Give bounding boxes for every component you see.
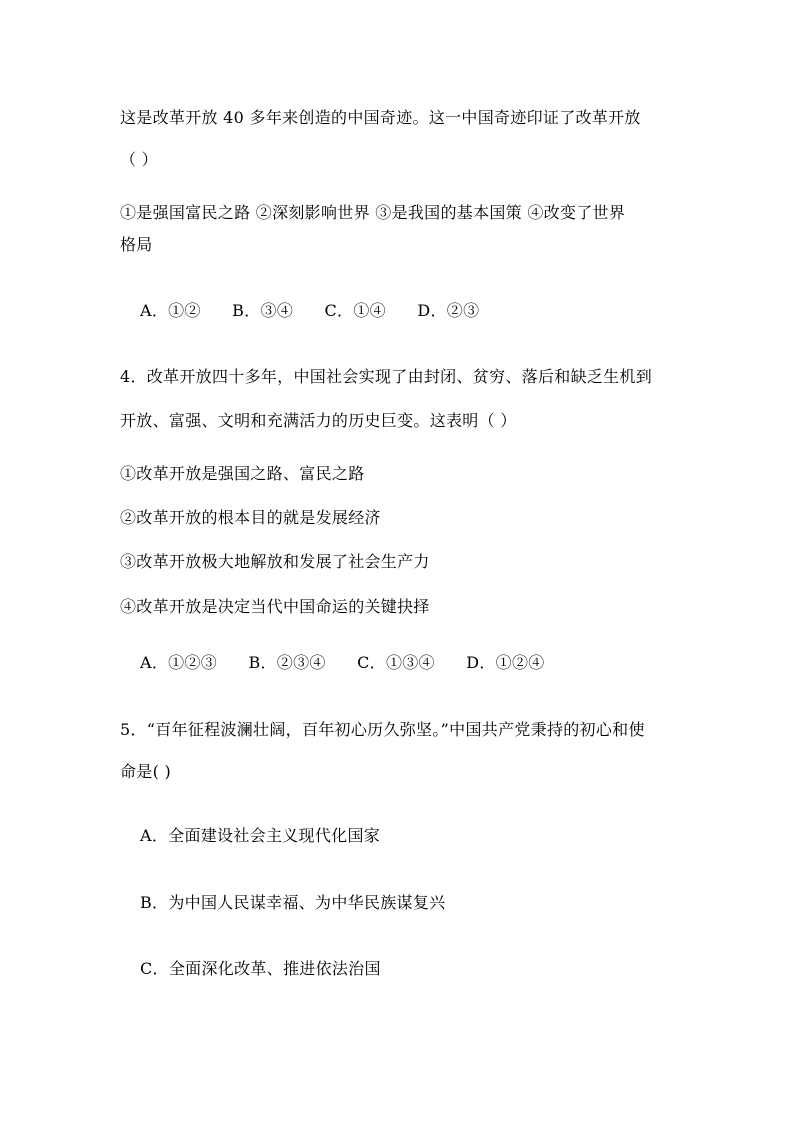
q3-stem-line-2: （ ） xyxy=(120,150,158,169)
q4-option-b[interactable]: B．②③④ xyxy=(248,653,326,672)
q5-option-b[interactable]: B．为中国人民谋幸福、为中华民族谋复兴 xyxy=(140,893,446,912)
q4-option-a[interactable]: A．①②③ xyxy=(140,653,218,672)
q4-statement-3: ③改革开放极大地解放和发展了社会生产力 xyxy=(120,552,430,571)
q3-option-c[interactable]: C．①④ xyxy=(324,301,386,320)
q3-stem-line-1: 这是改革开放 40 多年来创造的中国奇迹。这一中国奇迹印证了改革开放 xyxy=(120,108,641,127)
q3-option-d[interactable]: D．②③ xyxy=(417,301,480,320)
q3-option-b[interactable]: B．③④ xyxy=(232,301,294,320)
q4-option-c[interactable]: C．①③④ xyxy=(357,653,435,672)
q4-stem-line-2: 开放、富强、文明和充满活力的历史巨变。这表明（ ） xyxy=(120,411,517,430)
q3-statements-line-2: 格局 xyxy=(120,235,153,254)
q5-stem-line-2: 命是( ) xyxy=(120,762,172,781)
q4-statement-4: ④改革开放是决定当代中国命运的关键抉择 xyxy=(120,597,430,616)
q4-options xyxy=(140,653,571,673)
q5-option-a[interactable]: A．全面建设社会主义现代化国家 xyxy=(140,826,381,845)
q5-stem-line-1: 5．“百年征程波澜壮阔，百年初心历久弥坚。”中国共产党秉持的初心和使 xyxy=(120,720,645,739)
q4-stem-line-1: 4．改革开放四十多年，中国社会实现了由封闭、贫穷、落后和缺乏生机到 xyxy=(120,367,653,386)
q4-statement-2: ②改革开放的根本目的就是发展经济 xyxy=(120,508,381,527)
q4-option-d[interactable]: D．①②④ xyxy=(466,653,545,672)
q3-options xyxy=(140,301,505,321)
q5-option-c[interactable]: C．全面深化改革、推进依法治国 xyxy=(140,959,381,978)
q3-option-a[interactable]: A．①② xyxy=(140,301,201,320)
q4-statement-1: ①改革开放是强国之路、富民之路 xyxy=(120,464,365,483)
q3-statements-line-1: ①是强国富民之路 ②深刻影响世界 ③是我国的基本国策 ④改变了世界 xyxy=(120,203,626,222)
